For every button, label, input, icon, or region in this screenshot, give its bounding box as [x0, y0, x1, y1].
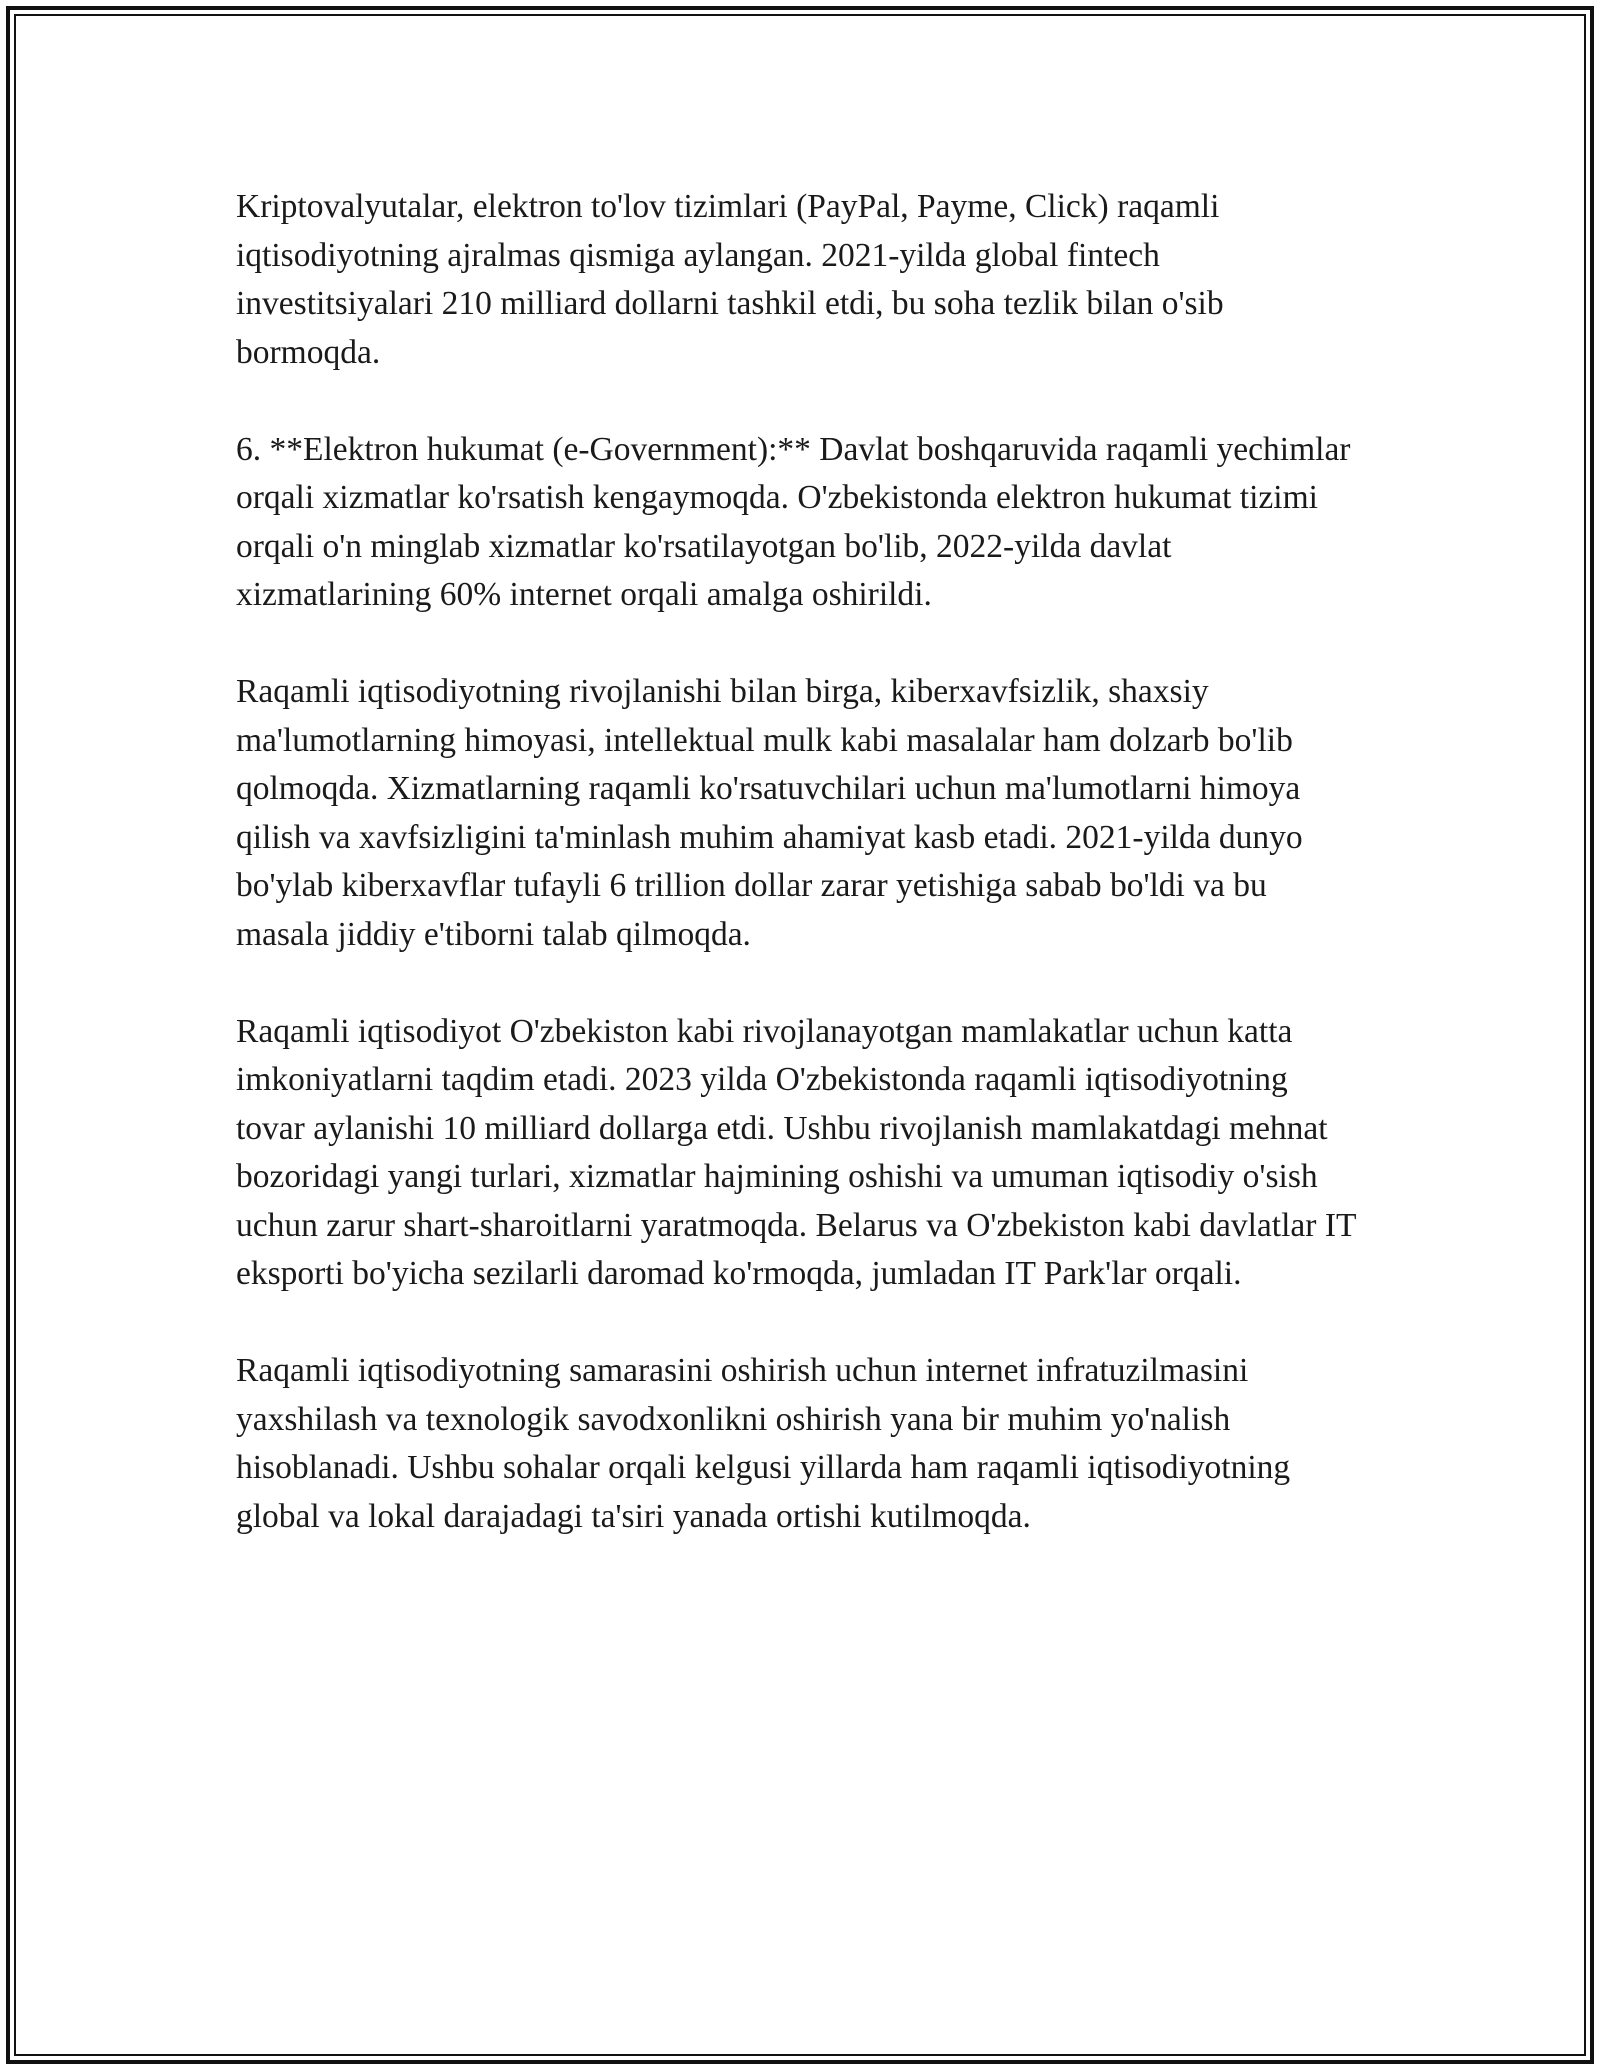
paragraph-uzbekistan-opportunities: Raqamli iqtisodiyot O'zbekiston kabi rivojlanayotgan mamlakatlar uchun katta imkoniyatlarni taqdim etadi. 2023 yilda O'zbekistonda raqamli iqtisodiyotning tovar aylanishi 10 milliard dollarga etdi. Ushbu rivojlanish mamlakatdagi mehnat bozoridagi yangi turlari, xizmatlar hajmining oshishi va umuman iqtisodiy o'sish uchun zarur shart-sharoitlarni yaratmoqda. Belarus va O'zbekiston kabi davlatlar IT eksporti bo'yicha sezilarli daromad ko'rmoqda, jumladan IT Park'lar orqali.	[236, 1012, 1356, 1292]
document-body	[236, 183, 1361, 1590]
paragraph-e-government: 6. **Elektron hukumat (e-Government):** Davlat boshqaruvida raqamli yechimlar orqali xizmatlar ko'rsatish kengaymoqda. O'zbekistonda elektron hukumat tizimi orqali o'n minglab xizmatlar ko'rsatilayotgan bo'lib, 2022-yilda davlat xizmatlarining 60% internet orqali amalga oshirildi.	[236, 430, 1351, 613]
paragraph-cybersecurity: Raqamli iqtisodiyotning rivojlanishi bilan birga, kiberxavfsizlik, shaxsiy ma'lumotlarning himoyasi, intellektual mulk kabi masalalar ham dolzarb bo'lib qolmoqda. Xizmatlarning raqamli ko'rsatuvchilari uchun ma'lumotlarni himoya qilish va xavfsizligini ta'minlash muhim ahamiyat kasb etadi. 2021-yilda dunyo bo'ylab kiberxavflar tufayli 6 trillion dollar zarar yetishiga sabab bo'ldi va bu masala jiddiy e'tiborni talab qilmoqda.	[236, 673, 1303, 953]
paragraph-infrastructure: Raqamli iqtisodiyotning samarasini oshirish uchun internet infratuzilmasini yaxshilash va texnologik savodxonlikni oshirish yana bir muhim yo'nalish hisoblanadi. Ushbu sohalar orqali kelgusi yillarda ham raqamli iqtisodiyotning global va lokal darajadagi ta'siri yanada ortishi kutilmoqda.	[236, 1352, 1291, 1535]
paragraph-fintech: Kriptovalyutalar, elektron to'lov tizimlari (PayPal, Payme, Click) raqamli iqtisodiyotning ajralmas qismiga aylangan. 2021-yilda global fintech investitsiyalari 210 milliard dollarni tashkil etdi, bu soha tezlik bilan o'sib bormoqda.	[236, 188, 1224, 371]
